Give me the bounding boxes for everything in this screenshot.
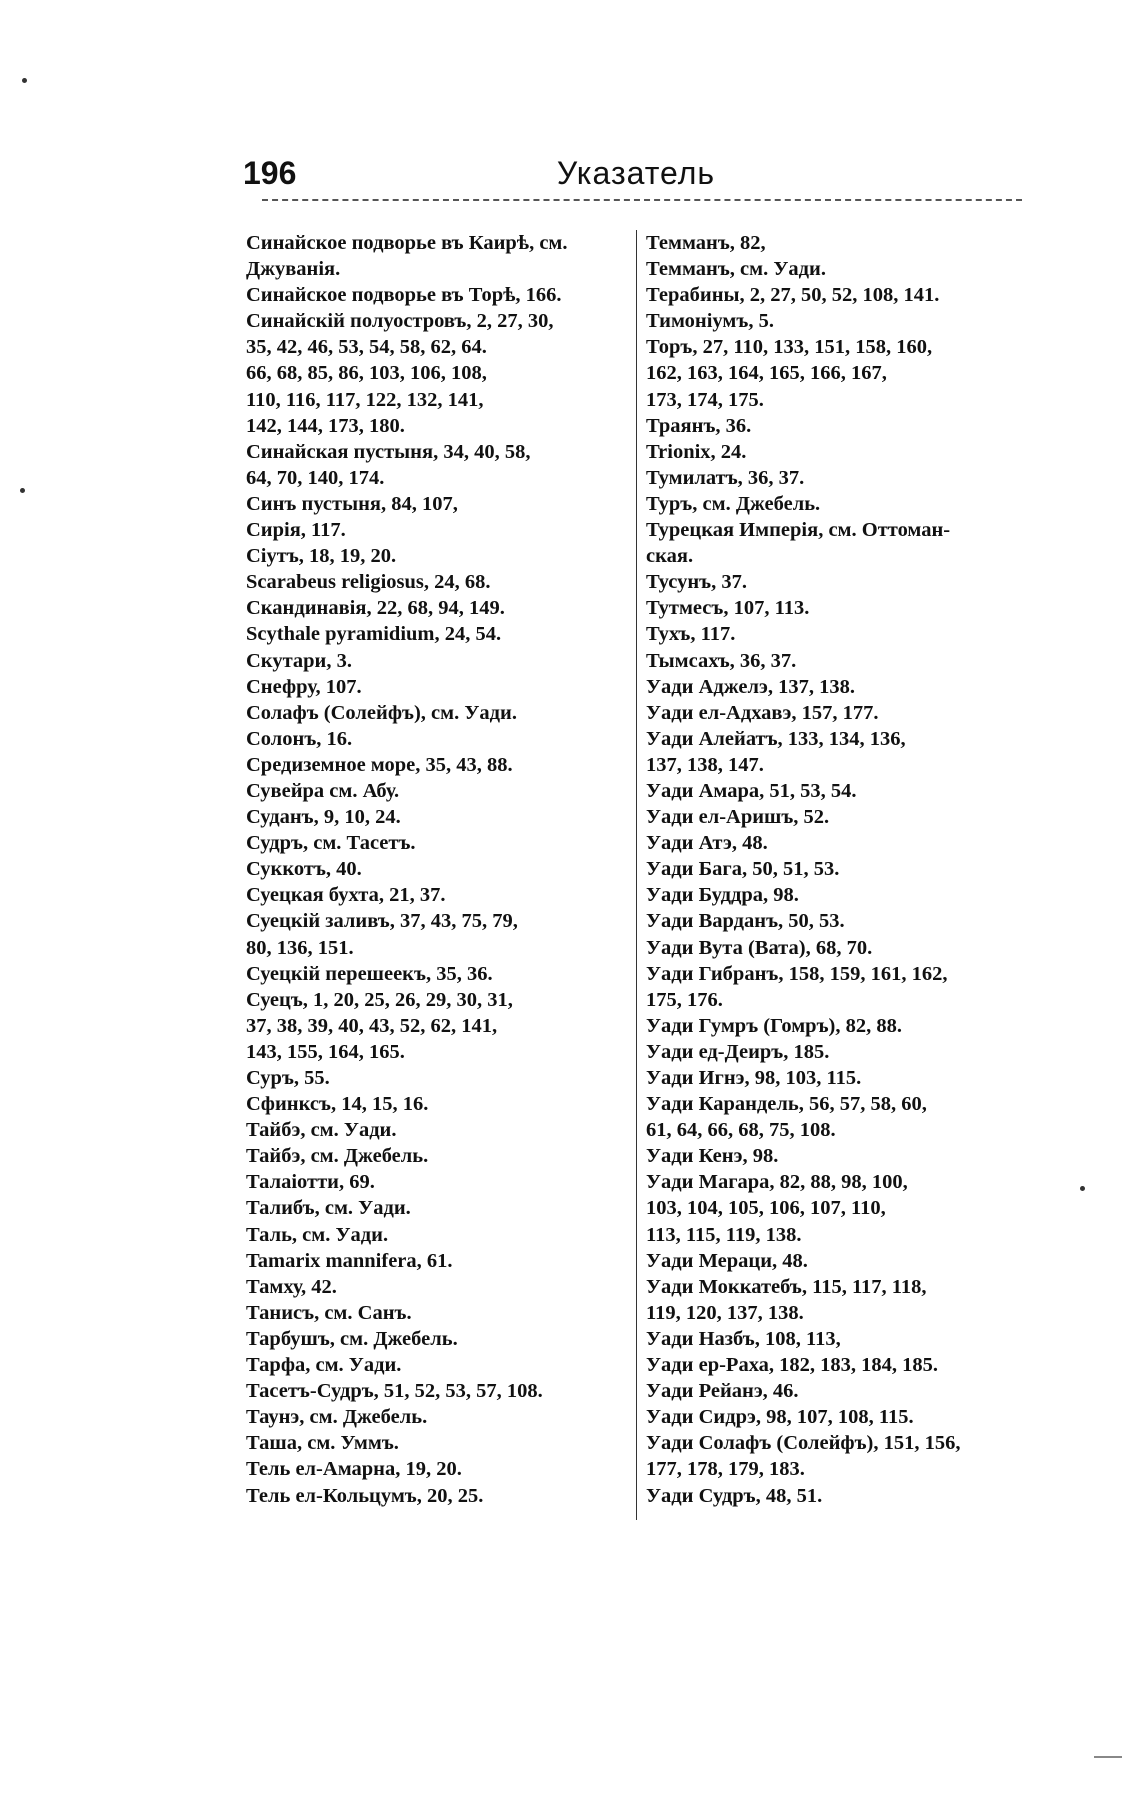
index-entry-line: Уади Буддра, 98. xyxy=(646,884,799,907)
index-entry-line: 61, 64, 66, 68, 75, 108. xyxy=(646,1119,836,1142)
index-entry-line: Уади Назбъ, 108, 113, xyxy=(646,1327,841,1350)
index-entry-line: Уади Алейатъ, 133, 134, 136, xyxy=(646,727,906,750)
index-entry-line: Уади Кенэ, 98. xyxy=(646,1145,779,1168)
index-entry-line: 80, 136, 151. xyxy=(246,936,354,959)
index-entry xyxy=(646,1274,1028,1326)
index-entry-line: Средиземное море, 35, 43, 88. xyxy=(246,753,513,776)
index-entry xyxy=(246,1456,628,1482)
index-entry-line: 35, 42, 46, 53, 54, 58, 62, 64. xyxy=(246,336,487,359)
index-entry xyxy=(646,882,1028,908)
index-entry-line: Тарбушъ, см. Джебель. xyxy=(246,1327,458,1350)
index-entry xyxy=(246,1248,628,1274)
index-entry-line: Scarabeus religiosus, 24, 68. xyxy=(246,571,491,594)
index-entry-line: Уади ел-Аришъ, 52. xyxy=(646,806,830,829)
index-entry xyxy=(246,961,628,987)
index-entry-line: 113, 115, 119, 138. xyxy=(646,1223,802,1246)
index-entry xyxy=(646,1065,1028,1091)
index-entry xyxy=(246,595,628,621)
index-entry-line: Уади Сидрэ, 98, 107, 108, 115. xyxy=(646,1406,914,1429)
index-entry-line: Талаіотти, 69. xyxy=(246,1171,375,1194)
index-entry xyxy=(246,1169,628,1195)
index-entry xyxy=(246,1195,628,1221)
index-entry xyxy=(646,1483,1028,1509)
index-entry xyxy=(246,648,628,674)
index-entry-line: Уади Атэ, 48. xyxy=(646,832,768,855)
index-entry xyxy=(646,1352,1028,1378)
speck-mark xyxy=(20,488,25,493)
column-divider xyxy=(636,230,637,1520)
index-entry xyxy=(646,282,1028,308)
index-entry-line: Суецкій заливъ, 37, 43, 75, 79, xyxy=(246,910,518,933)
index-entry-line: Уади Карандель, 56, 57, 58, 60, xyxy=(646,1093,927,1116)
index-entry-line: Солафъ (Солейфъ), см. Уади. xyxy=(246,701,517,724)
index-entry xyxy=(246,621,628,647)
index-entry-line: Таунэ, см. Джебель. xyxy=(246,1406,428,1429)
index-entry-line: 110, 116, 117, 122, 132, 141, xyxy=(246,388,484,411)
index-entry xyxy=(646,621,1028,647)
index-entry xyxy=(646,308,1028,334)
index-entry-line: Тумилатъ, 36, 37. xyxy=(646,466,805,489)
index-entry-line: Уади Аджелэ, 137, 138. xyxy=(646,675,855,698)
index-entry-line: Тутмесъ, 107, 113. xyxy=(646,597,810,620)
index-entry-line: Тамху, 42. xyxy=(246,1275,337,1298)
index-entry xyxy=(246,1378,628,1404)
index-entry xyxy=(646,256,1028,282)
index-entry xyxy=(246,517,628,543)
index-entry-line: Солонъ, 16. xyxy=(246,727,353,750)
index-entry-line: Синайское подворье въ Каирѣ, см. xyxy=(246,232,568,254)
index-entry xyxy=(646,1039,1028,1065)
index-entry-line: Скандинавія, 22, 68, 94, 149. xyxy=(246,597,505,620)
index-entry xyxy=(646,908,1028,934)
index-entry xyxy=(646,569,1028,595)
index-entry-line: Уади ед-Деиръ, 185. xyxy=(646,1040,830,1063)
index-entry xyxy=(646,961,1028,1013)
index-entry-line: 143, 155, 164, 165. xyxy=(246,1040,405,1063)
index-entry-line: Туръ, см. Джебель. xyxy=(646,492,821,515)
index-entry-line: Уади Вута (Вата), 68, 70. xyxy=(646,936,873,959)
index-entry xyxy=(246,726,628,752)
index-entry-line: 66, 68, 85, 86, 103, 106, 108, xyxy=(246,362,487,385)
index-entry-line: Суккотъ, 40. xyxy=(246,858,362,881)
index-entry xyxy=(646,935,1028,961)
index-entry xyxy=(646,804,1028,830)
index-entry-line: ская. xyxy=(646,545,694,568)
index-entry-line: 103, 104, 105, 106, 107, 110, xyxy=(646,1197,886,1220)
index-entry-line: Уади Мераци, 48. xyxy=(646,1249,808,1272)
index-entry xyxy=(246,491,628,517)
index-entry xyxy=(646,726,1028,778)
index-entry-line: Синайская пустыня, 34, 40, 58, xyxy=(246,440,531,463)
index-entry xyxy=(646,491,1028,517)
index-entry-line: 37, 38, 39, 40, 43, 52, 62, 141, xyxy=(246,1014,498,1037)
index-entry xyxy=(646,334,1028,412)
index-entry-line: Уади Амара, 51, 53, 54. xyxy=(646,779,857,802)
index-entry xyxy=(646,465,1028,491)
index-entry-line: Trionix, 24. xyxy=(646,440,747,463)
index-entry xyxy=(646,517,1028,569)
index-entry-line: 175, 176. xyxy=(646,988,723,1011)
index-entry-line: Тымсахъ, 36, 37. xyxy=(646,649,797,672)
index-entry xyxy=(246,752,628,778)
index-entry-line: Таша, см. Уммъ. xyxy=(246,1432,399,1455)
index-entry xyxy=(246,987,628,1065)
index-entry xyxy=(646,700,1028,726)
index-entry xyxy=(246,1222,628,1248)
index-entry-line: Танисъ, см. Санъ. xyxy=(246,1301,412,1324)
index-entry-line: 173, 174, 175. xyxy=(646,388,764,411)
index-entry xyxy=(246,1065,628,1091)
index-entry xyxy=(246,230,628,282)
page-header xyxy=(243,155,1029,201)
index-entry-line: Темманъ, см. Уади. xyxy=(646,258,826,281)
index-entry xyxy=(246,1300,628,1326)
index-entry-line: Суръ, 55. xyxy=(246,1067,330,1089)
index-entry-line: Уади Солафъ (Солейфъ), 151, 156, xyxy=(646,1432,961,1455)
index-entry xyxy=(246,700,628,726)
index-entry-line: Тусунъ, 37. xyxy=(646,571,747,594)
index-column-right xyxy=(646,230,1028,1509)
index-entry-line: Синайскій полуостровъ, 2, 27, 30, xyxy=(246,310,554,333)
running-title: Указатель xyxy=(556,155,716,191)
index-entry-line: Синайское подворье въ Торѣ, 166. xyxy=(246,284,562,307)
index-entry xyxy=(646,595,1028,621)
index-entry-line: Суецъ, 1, 20, 25, 26, 29, 30, 31, xyxy=(246,988,513,1011)
header-rule xyxy=(262,199,1022,201)
index-entry xyxy=(246,543,628,569)
speck-mark xyxy=(22,78,27,83)
index-entry xyxy=(246,1117,628,1143)
index-entry xyxy=(646,439,1028,465)
index-entry-line: Уади Бага, 50, 51, 53. xyxy=(646,858,840,881)
index-entry-line: 137, 138, 147. xyxy=(646,753,764,776)
index-entry-line: Тель ел-Кольцумъ, 20, 25. xyxy=(246,1484,484,1507)
index-entry xyxy=(646,1169,1028,1247)
index-entry xyxy=(246,674,628,700)
index-entry xyxy=(246,1404,628,1430)
index-entry-line: Уади Моккатебъ, 115, 117, 118, xyxy=(646,1275,927,1298)
index-entry xyxy=(246,1091,628,1117)
index-entry-line: Таль, см. Уади. xyxy=(246,1223,389,1246)
index-entry-line: Суецкій перешеекъ, 35, 36. xyxy=(246,962,493,985)
index-entry-line: 64, 70, 140, 174. xyxy=(246,466,385,489)
index-entry xyxy=(646,1430,1028,1482)
index-entry xyxy=(246,1143,628,1169)
index-entry xyxy=(646,674,1028,700)
index-entry-line: Сфинксъ, 14, 15, 16. xyxy=(246,1093,429,1116)
page-number: 196 xyxy=(243,155,297,191)
index-entry xyxy=(646,1378,1028,1404)
index-entry-line: 177, 178, 179, 183. xyxy=(646,1458,805,1481)
index-entry xyxy=(246,908,628,960)
index-entry-line: Уади ел-Адхавэ, 157, 177. xyxy=(646,701,879,724)
index-entry xyxy=(246,856,628,882)
index-entry xyxy=(646,1248,1028,1274)
index-entry-line: Скутари, 3. xyxy=(246,649,352,672)
index-entry xyxy=(646,1404,1028,1430)
index-entry-line: Траянъ, 36. xyxy=(646,414,752,437)
index-entry-line: Тайбэ, см. Джебель. xyxy=(246,1145,429,1168)
index-entry-line: Тарфа, см. Уади. xyxy=(246,1354,402,1377)
index-entry-line: Синъ пустыня, 84, 107, xyxy=(246,492,458,515)
index-entry-line: Сирія, 117. xyxy=(246,519,346,542)
index-entry xyxy=(246,439,628,491)
index-entry-line: Сіутъ, 18, 19, 20. xyxy=(246,545,397,568)
index-entry-line: Терабины, 2, 27, 50, 52, 108, 141. xyxy=(646,284,940,307)
index-entry-line: Темманъ, 82, xyxy=(646,232,766,254)
index-entry-line: Уади Рейанэ, 46. xyxy=(646,1380,799,1403)
index-entry-line: Уади Гумръ (Гомръ), 82, 88. xyxy=(646,1014,902,1037)
index-entry-line: Талибъ, см. Уади. xyxy=(246,1197,411,1220)
index-entry-line: Уади Гибранъ, 158, 159, 161, 162, xyxy=(646,962,948,985)
index-entry xyxy=(246,569,628,595)
index-entry-line: 142, 144, 173, 180. xyxy=(246,414,405,437)
index-column-left xyxy=(246,230,628,1509)
index-entry xyxy=(646,778,1028,804)
index-entry xyxy=(646,1143,1028,1169)
index-entry xyxy=(246,778,628,804)
index-entry xyxy=(246,830,628,856)
index-entry xyxy=(246,1326,628,1352)
index-entry-line: Уади Магара, 82, 88, 98, 100, xyxy=(646,1171,908,1194)
index-entry-line: Суданъ, 9, 10, 24. xyxy=(246,806,401,829)
index-entry xyxy=(646,856,1028,882)
index-entry xyxy=(646,1091,1028,1143)
index-entry-line: Тель ел-Амарна, 19, 20. xyxy=(246,1458,462,1481)
index-entry xyxy=(246,804,628,830)
index-entry-line: Судръ, см. Тасетъ. xyxy=(246,832,416,855)
index-entry xyxy=(246,1430,628,1456)
index-entry-line: Уади Варданъ, 50, 53. xyxy=(646,910,845,933)
index-entry-line: Суецкая бухта, 21, 37. xyxy=(246,884,446,907)
index-entry xyxy=(646,648,1028,674)
index-entry xyxy=(646,413,1028,439)
index-entry-line: Джуванія. xyxy=(246,258,341,281)
index-entry-line: Торъ, 27, 110, 133, 151, 158, 160, xyxy=(646,336,933,359)
index-entry xyxy=(246,882,628,908)
index-entry-line: Снефру, 107. xyxy=(246,675,362,698)
index-entry-line: Уади Судръ, 48, 51. xyxy=(646,1484,823,1507)
index-entry-line: Тимоніумъ, 5. xyxy=(646,310,774,333)
index-entry xyxy=(246,308,628,438)
index-entry-line: Тасетъ-Судръ, 51, 52, 53, 57, 108. xyxy=(246,1380,543,1403)
index-entry xyxy=(246,1352,628,1378)
index-entry xyxy=(646,1013,1028,1039)
index-entry xyxy=(246,1483,628,1509)
index-entry-line: 162, 163, 164, 165, 166, 167, xyxy=(646,362,887,385)
index-entry-line: 119, 120, 137, 138. xyxy=(646,1301,804,1324)
index-entry-line: Тайбэ, см. Уади. xyxy=(246,1119,397,1142)
index-entry-line: Тухъ, 117. xyxy=(646,623,736,646)
index-entry-line: Уади ер-Раха, 182, 183, 184, 185. xyxy=(646,1354,939,1377)
index-entry xyxy=(646,1326,1028,1352)
index-entry xyxy=(646,830,1028,856)
margin-mark xyxy=(1094,1756,1122,1758)
index-entry xyxy=(646,230,1028,256)
index-entry xyxy=(246,1274,628,1300)
index-entry-line: Scythale pyramidium, 24, 54. xyxy=(246,623,502,646)
speck-mark xyxy=(1080,1186,1085,1191)
index-entry xyxy=(246,282,628,308)
index-entry-line: Турецкая Имперія, см. Оттоман- xyxy=(646,519,951,542)
index-entry-line: Tamarix mannifera, 61. xyxy=(246,1249,453,1272)
index-entry-line: Сувейра см. Абу. xyxy=(246,779,400,802)
index-entry-line: Уади Игнэ, 98, 103, 115. xyxy=(646,1067,862,1089)
